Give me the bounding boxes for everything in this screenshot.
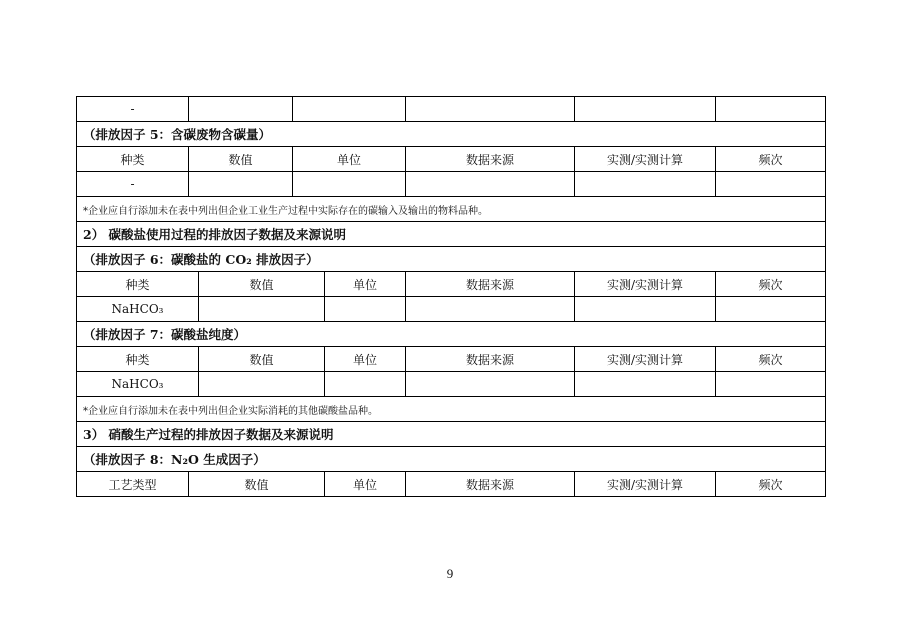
factor5-title: （排放因子 5：含碳废物含碳量） xyxy=(77,122,826,147)
frequency-cell xyxy=(716,172,826,197)
value-cell xyxy=(199,297,325,322)
note-text: *企业应自行添加未在表中列出但企业工业生产过程中实际存在的碳输入及输出的物料品种。 xyxy=(77,197,826,222)
source-cell xyxy=(406,97,575,122)
factor-title-row xyxy=(77,122,826,147)
table-row xyxy=(77,97,826,122)
frequency-cell xyxy=(716,372,826,397)
section-title: 3） 硝酸生产过程的排放因子数据及来源说明 xyxy=(77,422,826,447)
factor8-title: （排放因子 8：N₂O 生成因子） xyxy=(77,447,826,472)
header-frequency: 频次 xyxy=(716,147,826,172)
source-cell xyxy=(406,172,575,197)
note-row xyxy=(77,197,826,222)
page-number: 9 xyxy=(446,566,454,581)
unit-cell xyxy=(293,172,406,197)
factor-title-row xyxy=(77,322,826,347)
emission-factor-table xyxy=(76,96,826,497)
table-header-row xyxy=(77,272,826,297)
source-cell xyxy=(406,372,575,397)
table-header-row xyxy=(77,472,826,497)
header-type: 种类 xyxy=(77,347,199,372)
header-source: 数据来源 xyxy=(406,272,575,297)
header-value: 数值 xyxy=(199,272,325,297)
header-value: 数值 xyxy=(189,147,293,172)
header-unit: 单位 xyxy=(293,147,406,172)
factor6-title: （排放因子 6：碳酸盐的 CO₂ 排放因子） xyxy=(77,247,826,272)
header-source: 数据来源 xyxy=(406,347,575,372)
type-cell: NaHCO₃ xyxy=(77,372,199,397)
table-row xyxy=(77,297,826,322)
table-header-row xyxy=(77,347,826,372)
table-row xyxy=(77,372,826,397)
measure-cell xyxy=(575,372,716,397)
header-measure: 实测/实测计算 xyxy=(575,272,716,297)
type-cell: NaHCO₃ xyxy=(77,297,199,322)
factor-title-row xyxy=(77,447,826,472)
value-cell xyxy=(199,372,325,397)
header-value: 数值 xyxy=(199,347,325,372)
factor-title-row xyxy=(77,247,826,272)
measure-cell xyxy=(575,97,716,122)
measure-cell xyxy=(575,297,716,322)
factor7-title: （排放因子 7：碳酸盐纯度） xyxy=(77,322,826,347)
header-measure: 实测/实测计算 xyxy=(575,472,716,497)
header-type: 种类 xyxy=(77,147,189,172)
header-unit: 单位 xyxy=(325,472,406,497)
source-cell xyxy=(406,297,575,322)
header-value: 数值 xyxy=(189,472,325,497)
frequency-cell xyxy=(716,97,826,122)
frequency-cell xyxy=(716,297,826,322)
section-row xyxy=(77,222,826,247)
note-text: *企业应自行添加未在表中列出但企业实际消耗的其他碳酸盐品种。 xyxy=(77,397,826,422)
unit-cell xyxy=(325,372,406,397)
header-frequency: 频次 xyxy=(716,347,826,372)
header-measure: 实测/实测计算 xyxy=(575,347,716,372)
header-type: 种类 xyxy=(77,272,199,297)
value-cell xyxy=(189,172,293,197)
header-process-type: 工艺类型 xyxy=(77,472,189,497)
header-unit: 单位 xyxy=(325,272,406,297)
header-unit: 单位 xyxy=(325,347,406,372)
type-cell: - xyxy=(77,172,189,197)
value-cell xyxy=(189,97,293,122)
header-source: 数据来源 xyxy=(406,472,575,497)
note-row xyxy=(77,397,826,422)
type-cell: - xyxy=(77,97,189,122)
header-source: 数据来源 xyxy=(406,147,575,172)
unit-cell xyxy=(325,297,406,322)
unit-cell xyxy=(293,97,406,122)
header-frequency: 频次 xyxy=(716,272,826,297)
measure-cell xyxy=(575,172,716,197)
section-row xyxy=(77,422,826,447)
header-frequency: 频次 xyxy=(716,472,826,497)
header-measure: 实测/实测计算 xyxy=(575,147,716,172)
section-title: 2） 碳酸盐使用过程的排放因子数据及来源说明 xyxy=(77,222,826,247)
table-header-row xyxy=(77,147,826,172)
table-row xyxy=(77,172,826,197)
